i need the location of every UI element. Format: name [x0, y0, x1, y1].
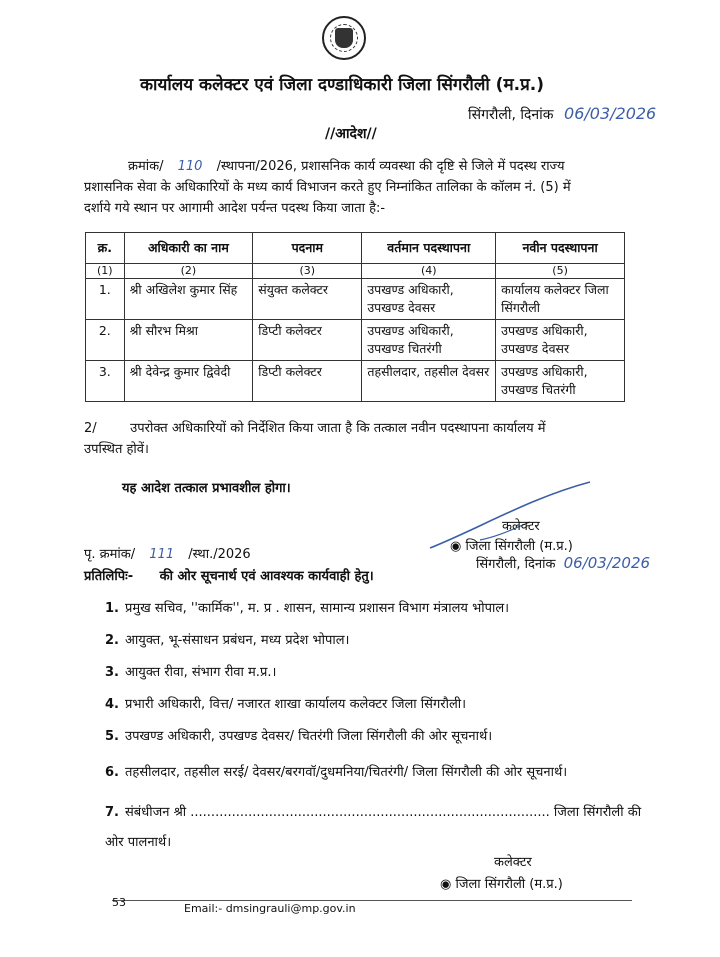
direction-text-1: उपरोक्त अधिकारियों को निर्देशित किया जाता है कि तत्काल नवीन पदस्थापना कार्यालय में — [130, 421, 546, 436]
col-designation-header: पदनाम — [253, 233, 362, 264]
signature-office-text: जिला सिंगरौली (म.प्र.) — [465, 539, 573, 554]
list-text: आयुक्त रीवा, संभाग रीवा म.प्र.। — [125, 665, 277, 680]
list-text: उपखण्ड अधिकारी, उपखण्ड देवसर/ चितरंगी जिला सिंगरौली की ओर सूचनार्थ। — [125, 729, 493, 744]
seal-stamp-icon: ◉ — [440, 877, 452, 892]
endorsement-date-line — [476, 554, 650, 572]
para-number: 2/ — [84, 421, 97, 436]
effect-statement: यह आदेश तत्काल प्रभावशील होगा। — [122, 481, 291, 496]
endorsement-ref-label: पृ. क्रमांक/ — [84, 547, 136, 562]
new-posting-cell: कार्यालय कलेक्टर जिला सिंगरौली — [496, 279, 625, 320]
list-item — [105, 662, 645, 684]
col-name-header: अधिकारी का नाम — [124, 233, 253, 264]
designation-cell: संयुक्त कलेक्टर — [253, 279, 362, 320]
col-number: (2) — [124, 264, 253, 279]
list-number: 6. — [105, 765, 119, 780]
copy-recipient-list — [105, 598, 645, 868]
signature-office-2 — [440, 874, 563, 892]
new-posting-cell: उपखण्ड अधिकारी, उपखण्ड चितरंगी — [496, 361, 625, 402]
list-item — [105, 726, 645, 748]
list-item — [105, 694, 645, 716]
order-number-label: क्रमांक/ — [128, 159, 164, 174]
designation-cell: डिप्टी कलेक्टर — [253, 361, 362, 402]
list-number: 2. — [105, 633, 119, 648]
table-row — [86, 279, 625, 320]
signature-designation: कलेक्टर — [502, 519, 540, 534]
list-text: प्रभारी अधिकारी, वित्त/ नजारत शाखा कार्यालय कलेक्टर जिला सिंगरौली। — [125, 697, 467, 712]
current-posting-cell: उपखण्ड अधिकारी, उपखण्ड चितरंगी — [362, 320, 496, 361]
officer-name-cell: श्री अखिलेश कुमार सिंह — [124, 279, 253, 320]
seal-stamp-icon: ◉ — [450, 539, 462, 554]
list-item — [105, 598, 645, 620]
list-text: तहसीलदार, तहसील सरई/ देवसर/बरगवॉ/दुधमनिया/चितरंगी/ जिला सिंगरौली की ओर सूचनार्थ। — [125, 765, 568, 780]
direction-paragraph — [84, 418, 654, 460]
order-intro-text-2: प्रशासनिक सेवा के अधिकारियों के मध्य कार्य विभाजन करते हुए निम्नांकित तालिका के कॉलम नं. (5) में — [84, 180, 571, 195]
serial-cell: 2. — [86, 320, 125, 361]
handwritten-endorsement-number: 111 — [149, 547, 175, 562]
list-text: संबंधीजन श्री ....................................................................................... जिला सिंगरौली की ओर पालनार्थ। — [105, 805, 642, 850]
list-text: आयुक्त, भू-संसाधन प्रबंधन, मध्य प्रदेश भोपाल। — [125, 633, 350, 648]
government-seal-emblem — [322, 16, 366, 60]
posting-table — [85, 232, 625, 402]
endorsement-date-label: सिंगरौली, दिनांक — [476, 557, 556, 572]
direction-text-2: उपस्थित होवें। — [84, 442, 149, 457]
officer-name-cell: श्री सौरभ मिश्रा — [124, 320, 253, 361]
column-number-row — [86, 264, 625, 279]
handwritten-endorsement-date: 06/03/2026 — [563, 554, 651, 572]
handwritten-order-number: 110 — [177, 159, 203, 174]
officer-name-cell: श्री देवेन्द्र कुमार द्विवेदी — [124, 361, 253, 402]
table-header-row — [86, 233, 625, 264]
col-number: (3) — [253, 264, 362, 279]
copy-label: प्रतिलिपिः- — [84, 569, 134, 584]
copy-to-line — [84, 566, 374, 584]
list-number: 5. — [105, 729, 119, 744]
copy-purpose: की ओर सूचनार्थ एवं आवश्यक कार्यवाही हेतु। — [159, 569, 374, 584]
list-number: 7. — [105, 805, 119, 820]
endorsement-ref — [84, 544, 251, 562]
page-number: 53 — [112, 896, 126, 909]
handwritten-date: 06/03/2026 — [564, 104, 657, 123]
current-posting-cell: तहसीलदार, तहसील देवसर — [362, 361, 496, 402]
current-posting-cell: उपखण्ड अधिकारी, उपखण्ड देवसर — [362, 279, 496, 320]
order-intro-text-1: /स्थापना/2026, प्रशासनिक कार्य व्यवस्था की दृष्टि से जिले में पदस्थ राज्य — [216, 159, 565, 174]
table-row — [86, 361, 625, 402]
col-new-posting-header: नवीन पदस्थापना — [496, 233, 625, 264]
col-number: (1) — [86, 264, 125, 279]
col-current-posting-header: वर्तमान पदस्थापना — [362, 233, 496, 264]
endorsement-ref-suffix: /स्था./2026 — [188, 547, 251, 562]
list-item — [105, 798, 645, 858]
designation-cell: डिप्टी कलेक्टर — [253, 320, 362, 361]
footer-divider — [112, 900, 632, 901]
table-row — [86, 320, 625, 361]
place-date-label: सिंगरौली, दिनांक — [468, 107, 554, 123]
list-number: 3. — [105, 665, 119, 680]
office-title: कार्यालय कलेक्टर एवं जिला दण्डाधिकारी जिला सिंगरौली (म.प्र.) — [140, 75, 544, 95]
order-intro — [84, 156, 654, 219]
col-serial-header: क्र. — [86, 233, 125, 264]
new-posting-cell: उपखण्ड अधिकारी, उपखण्ड देवसर — [496, 320, 625, 361]
serial-cell: 3. — [86, 361, 125, 402]
list-number: 4. — [105, 697, 119, 712]
col-number: (5) — [496, 264, 625, 279]
serial-cell: 1. — [86, 279, 125, 320]
list-number: 1. — [105, 601, 119, 616]
col-number: (4) — [362, 264, 496, 279]
list-item — [105, 630, 645, 652]
signature-designation-2: कलेक्टर — [494, 855, 532, 870]
signature-office — [450, 536, 573, 554]
signature-office-text-2: जिला सिंगरौली (म.प्र.) — [455, 877, 563, 892]
order-heading: //आदेश// — [325, 126, 377, 142]
list-text: प्रमुख सचिव, ''कार्मिक'', म. प्र . शासन, सामान्य प्रशासन विभाग मंत्रालय भोपाल। — [125, 601, 510, 616]
order-intro-text-3: दर्शाये गये स्थान पर आगामी आदेश पर्यन्त पदस्थ किया जाता है:- — [84, 201, 386, 216]
footer-email: Email:- dmsingrauli@mp.gov.in — [184, 902, 356, 915]
order-date-line — [468, 104, 656, 124]
list-item — [105, 758, 645, 788]
